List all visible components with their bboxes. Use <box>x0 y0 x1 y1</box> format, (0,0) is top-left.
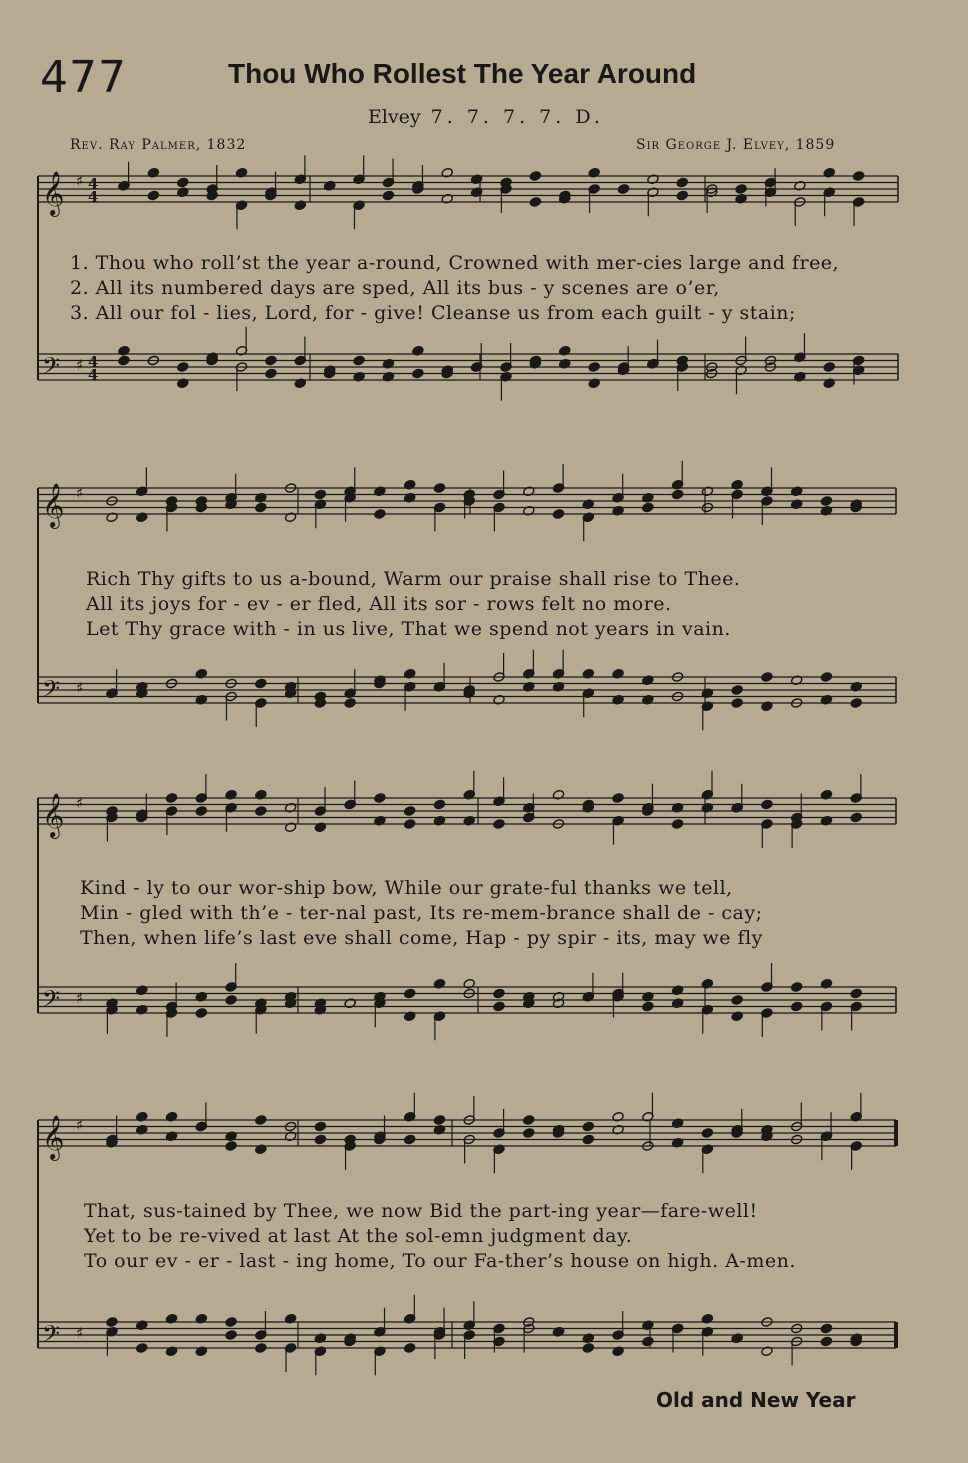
note-head <box>353 355 365 366</box>
note-head <box>195 806 207 817</box>
lyric-line: Let Thy grace with - in us live, That we spend not years in vain. <box>86 618 731 640</box>
lyric-line: 1. Thou who roll’st the year a-round, Crowned with mer-cies large and free, <box>70 252 840 274</box>
tune-name: Elvey <box>368 106 421 128</box>
note-head <box>582 1121 594 1132</box>
note-head <box>404 988 416 999</box>
note-head <box>612 793 624 804</box>
key-signature-sharp: ♯ <box>76 1116 84 1134</box>
note-head <box>195 1008 207 1019</box>
note-head <box>404 1343 416 1354</box>
lyric-line: 2. All its numbered days are sped, All its bus - y scenes are o’er, <box>70 277 720 299</box>
hymn-title: Thou Who Rollest The Year Around <box>228 58 697 89</box>
note-head <box>493 819 505 830</box>
note-head <box>735 184 747 195</box>
tune-meter: 7. 7. 7. 7. D. <box>430 106 604 128</box>
key-signature-sharp: ♯ <box>76 679 84 697</box>
treble-clef: 𝄞 <box>42 483 65 527</box>
note-head <box>676 177 688 188</box>
note-head <box>820 496 832 507</box>
note-head <box>177 177 189 188</box>
note-head <box>255 1343 267 1354</box>
treble-clef: 𝄞 <box>42 171 65 215</box>
note-head <box>265 368 277 379</box>
note-head <box>850 698 862 709</box>
time-signature: 4 <box>88 175 99 193</box>
note-head <box>225 995 237 1006</box>
note-head <box>433 1115 445 1126</box>
lyric-line: Then, when life’s last eve shall come, Hap - py spir - its, may we fly <box>80 927 763 949</box>
note-head <box>523 1128 535 1139</box>
bass-clef: 𝄢 <box>42 985 61 1018</box>
note-head <box>136 1343 148 1354</box>
topic-footer: Old and New Year <box>656 1388 856 1412</box>
note-head <box>493 1001 505 1012</box>
hymn-composer: Sir George J. Elvey, 1859 <box>636 137 836 153</box>
note-head <box>225 1330 237 1341</box>
note-head <box>255 502 267 513</box>
time-signature: 4 <box>88 366 99 384</box>
note-head <box>529 197 541 208</box>
note-head <box>642 502 654 513</box>
note-head <box>676 190 688 201</box>
note-head <box>255 1115 267 1126</box>
bass-clef: 𝄢 <box>42 1320 61 1353</box>
note-head <box>820 1323 832 1334</box>
note-head <box>493 988 505 999</box>
note-head <box>671 489 683 500</box>
note-head <box>265 355 277 366</box>
note-head <box>382 190 394 201</box>
key-signature-sharp: ♯ <box>76 989 84 1007</box>
note-head <box>761 672 773 683</box>
note-head <box>314 489 326 500</box>
note-head <box>731 685 743 696</box>
note-head <box>642 1001 654 1012</box>
note-head <box>701 1128 713 1139</box>
treble-clef: 𝄞 <box>42 793 65 837</box>
note-head <box>791 982 803 993</box>
treble-clef: 𝄞 <box>42 1115 65 1159</box>
lyric-line: All its joys for - ev - er fled, All its sor - rows felt no more. <box>86 593 672 615</box>
note-head <box>147 190 159 201</box>
note-head <box>255 806 267 817</box>
time-signature: 4 <box>88 188 99 206</box>
key-signature-sharp: ♯ <box>76 172 84 190</box>
note-head <box>588 362 600 373</box>
note-head <box>344 698 356 709</box>
note-head <box>433 483 445 494</box>
note-head <box>374 509 386 520</box>
lyric-line: That, sus-tained by Thee, we now Bid the part-ing year—fare-well! <box>84 1200 758 1222</box>
note-head <box>820 1336 832 1347</box>
note-head <box>642 1336 654 1347</box>
note-head <box>852 171 864 182</box>
key-signature-sharp: ♯ <box>76 1324 84 1342</box>
note-head <box>374 793 386 804</box>
lyric-line: To our ev - er - last - ing home, To our Fa-ther’s house on high. A-men. <box>84 1250 796 1272</box>
lyric-line: Yet to be re-vived at last At the sol-emn judgment day. <box>84 1225 633 1247</box>
note-head <box>255 678 267 689</box>
note-head <box>791 1001 803 1012</box>
note-head <box>731 995 743 1006</box>
key-signature-sharp: ♯ <box>76 484 84 502</box>
note-head <box>412 368 424 379</box>
note-head <box>106 1317 118 1328</box>
note-head <box>761 799 773 810</box>
note-head <box>671 819 683 830</box>
bass-clef: 𝄢 <box>42 352 61 385</box>
hymn-number: 477 <box>40 52 127 103</box>
key-signature-sharp: ♯ <box>76 794 84 812</box>
note-head <box>404 1134 416 1145</box>
note-head <box>850 988 862 999</box>
lyric-line: Rich Thy gifts to us a-bound, Warm our praise shall rise to Thee. <box>86 568 741 590</box>
note-head <box>177 362 189 373</box>
note-head <box>850 812 862 823</box>
note-head <box>165 793 177 804</box>
note-head <box>404 806 416 817</box>
time-signature: 4 <box>88 353 99 371</box>
lyric-line: Min - gled with th’e - ter-nal past, Its re-mem-brance shall de - cay; <box>80 902 763 924</box>
lyric-line: Kind - ly to our wor-ship bow, While our grate-ful thanks we tell, <box>80 877 733 899</box>
lyric-line: 3. All our fol - lies, Lord, for - give! Cleanse us from each guilt - y stain; <box>70 302 796 324</box>
note-head <box>433 799 445 810</box>
note-head <box>529 171 541 182</box>
note-head <box>820 672 832 683</box>
note-head <box>314 1121 326 1132</box>
hymn-author: Rev. Ray Palmer, 1832 <box>70 137 247 153</box>
note-head <box>118 355 130 366</box>
note-head <box>582 1343 594 1354</box>
note-head <box>314 1134 326 1145</box>
note-head <box>225 1317 237 1328</box>
note-head <box>731 698 743 709</box>
note-head <box>552 509 564 520</box>
note-head <box>225 1141 237 1152</box>
bass-clef: 𝄢 <box>42 675 61 708</box>
note-head <box>523 1115 535 1126</box>
note-head <box>617 184 629 195</box>
note-head <box>404 819 416 830</box>
key-signature-sharp: ♯ <box>76 356 84 374</box>
note-head <box>582 1134 594 1145</box>
note-head <box>823 362 835 373</box>
